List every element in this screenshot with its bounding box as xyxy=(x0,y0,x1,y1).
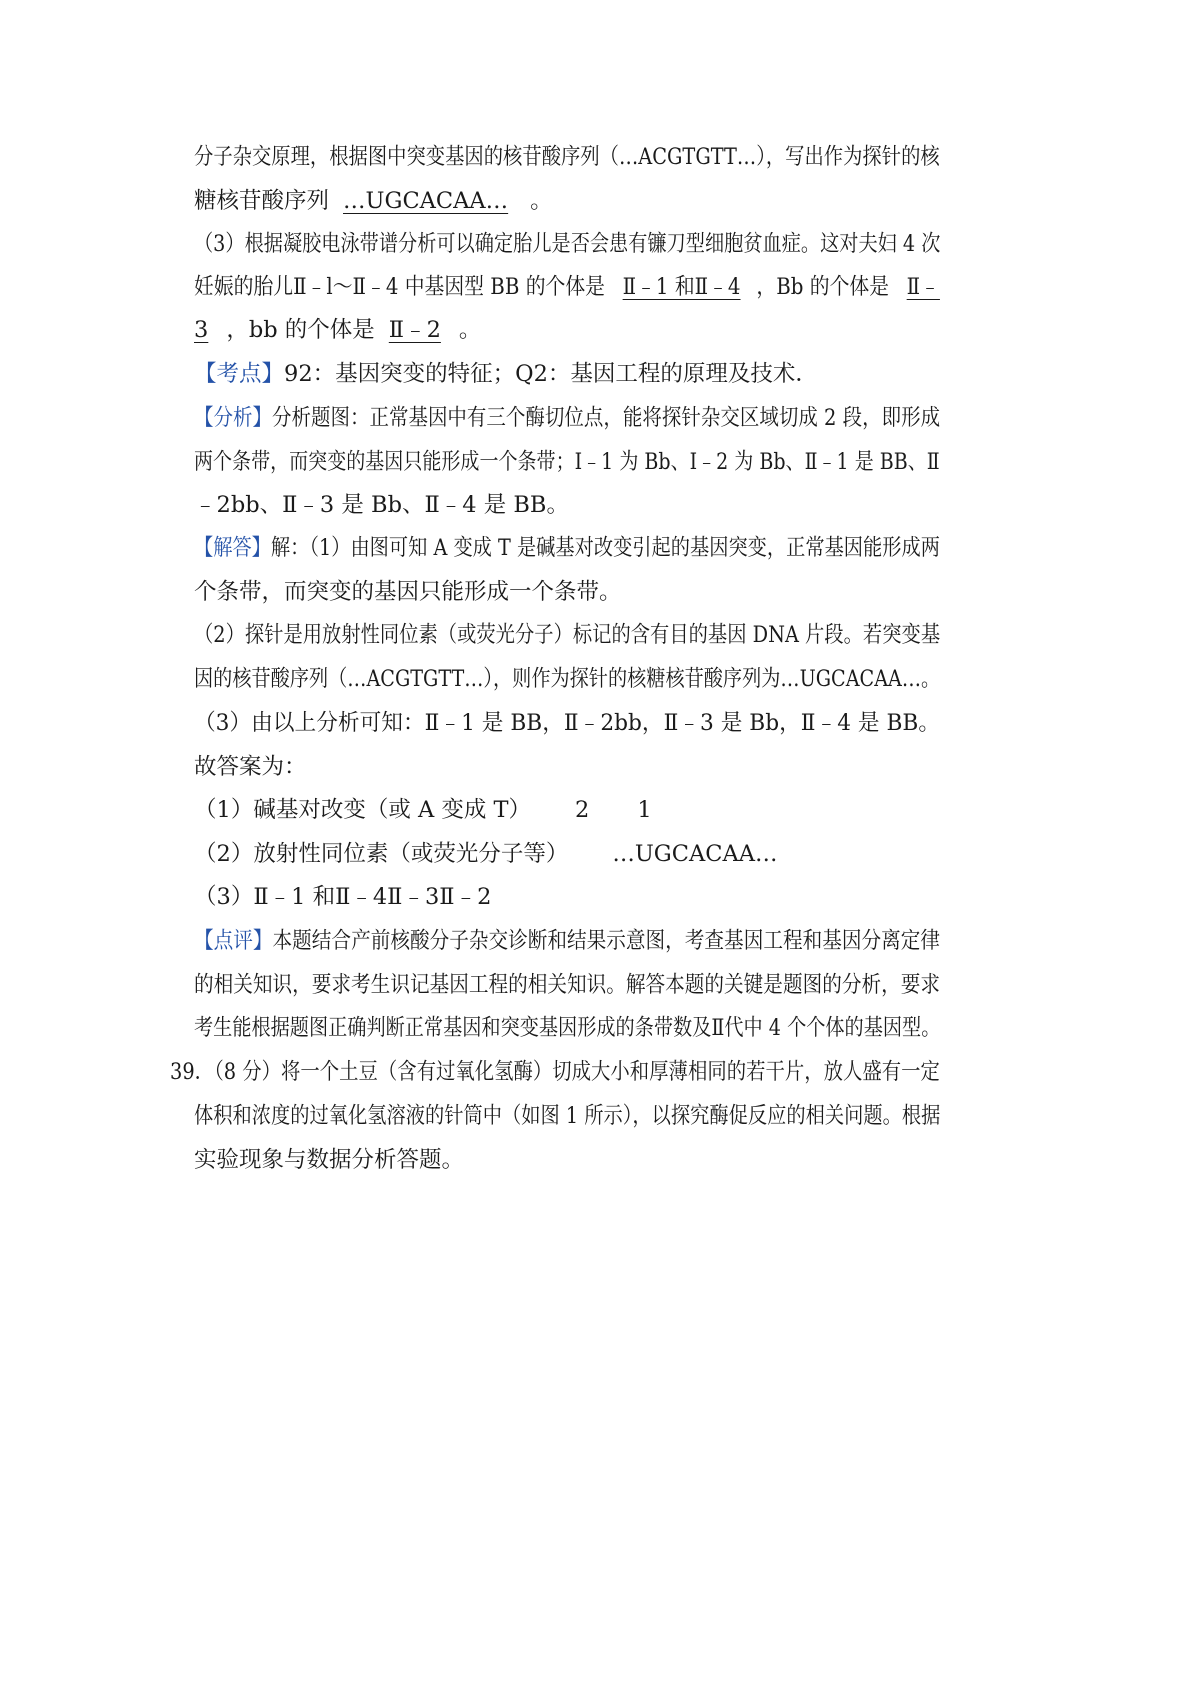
kaodian-text: 92：基因突变的特征；Q2：基因工程的原理及技术． xyxy=(284,361,818,387)
dianping-text-1: 本题结合产前核酸分子杂交诊断和结果示意图，考查基因工程和基因分离定律 xyxy=(272,928,941,954)
jieda-line-5: （3）由以上分析可知：Ⅱ﹣1 是 BB，Ⅱ﹣2bb，Ⅱ﹣3 是 Bb，Ⅱ﹣4 是 BB。 xyxy=(194,710,941,736)
jieda-line-4: 因的核苷酸序列（…ACGTGTT…），则作为探针的核糖核苷酸序列为…UGCACAA…。 xyxy=(194,666,941,692)
gel-answer-het-blank-part1 xyxy=(889,274,940,300)
gel-line-2 xyxy=(194,272,940,302)
gel-line-3 xyxy=(194,315,481,345)
jieda-text-1: 解：（1）由图可知 A 变成 T 是碱基对改变引起的基因突变，正常基因能形成两 xyxy=(270,535,940,561)
answer-2-text: （2）放射性同位素（或荧光分子等） xyxy=(194,841,569,867)
fenxi-line-2: 两个条带，而突变的基因只能形成一个条带；Ⅰ﹣1 为 Bb、Ⅰ﹣2 为 Bb、Ⅱ﹣1 是 BB、Ⅱ xyxy=(194,449,940,475)
probe-line-1: 分子杂交原理，根据图中突变基因的核苷酸序列（…ACGTGTT…），写出作为探针的核 xyxy=(194,144,940,170)
dianping-line-1 xyxy=(194,926,940,956)
jieda-line-3: （2）探针是用放射性同位素（或荧光分子）标记的含有目的基因 DNA 片段。若突变基 xyxy=(194,622,941,648)
gel-answer-het-blank-part2 xyxy=(194,317,226,343)
kaodian-line xyxy=(194,359,818,389)
dianping-line-2: 的相关知识，要求考生识记基因工程的相关知识。解答本题的关键是题图的分析，要求 xyxy=(194,972,941,998)
fenxi-text-1: 分析题图：正常基因中有三个酶切位点，能将探针杂交区域切成 2 段，即形成 xyxy=(271,405,941,431)
answer-1-value-b: 1 xyxy=(637,797,652,823)
fenxi-line-1 xyxy=(194,403,940,433)
fenxi-line-3: ﹣2bb、Ⅱ﹣3 是 Bb、Ⅱ﹣4 是 BB。 xyxy=(194,492,569,518)
probe-answer-blank xyxy=(329,188,530,214)
q39-line-3: 实验现象与数据分析答题。 xyxy=(194,1147,465,1173)
fenxi-tag: 【分析】 xyxy=(194,405,272,431)
gel-answer-rec: Ⅱ﹣2 xyxy=(388,317,441,343)
dianping-tag: 【点评】 xyxy=(194,928,273,954)
jieda-line-1 xyxy=(194,533,940,563)
jieda-line-2: 个条带，而突变的基因只能形成一个条带。 xyxy=(194,579,622,605)
jieda-tag: 【解答】 xyxy=(194,535,271,561)
gel-line-1: （3）根据凝胶电泳带谱分析可以确定胎儿是否会患有镰刀型细胞贫血症。这对夫妇 4 次 xyxy=(194,231,941,257)
q39-line-1: 39．（8 分）将一个土豆（含有过氧化氢酶）切成大小和厚薄相同的若干片，放人盛有一定 xyxy=(170,1059,940,1085)
gel-line-2-prefix: 妊娠的胎儿Ⅱ﹣l～Ⅱ﹣4 中基因型 BB 的个体是 xyxy=(194,274,606,300)
gel-answer-bb-blank xyxy=(605,274,756,300)
gel-line-3-suffix: 。 xyxy=(458,317,482,343)
gel-answer-het-part1: Ⅱ﹣ xyxy=(906,274,940,300)
gel-answer-bb: Ⅱ﹣1 和Ⅱ﹣4 xyxy=(622,274,741,300)
answer-1 xyxy=(194,795,652,825)
kaodian-tag: 【考点】 xyxy=(194,361,285,387)
gel-line-3-mid: ，bb 的个体是 xyxy=(226,317,375,343)
gel-answer-het-part2: 3 xyxy=(194,317,209,343)
q39-line-2: 体积和浓度的过氧化氢溶液的针筒中（如图 1 所示），以探究酶促反应的相关问题。根据 xyxy=(194,1103,941,1129)
answer-2 xyxy=(194,839,777,869)
answer-3: （3）Ⅱ﹣1 和Ⅱ﹣4Ⅱ﹣3Ⅱ﹣2 xyxy=(194,884,492,910)
answer-1-value-a: 2 xyxy=(575,797,590,823)
dianping-line-3: 考生能根据题图正确判断正常基因和突变基因形成的条带数及Ⅱ代中 4 个个体的基因型。 xyxy=(194,1015,941,1041)
gel-line-2-mid: ，Bb 的个体是 xyxy=(756,274,890,300)
probe-line-2 xyxy=(194,186,553,216)
answer-1-text: （1）碱基对改变（或 A 变成 T） xyxy=(194,797,532,823)
answer-heading: 故答案为： xyxy=(194,754,307,780)
answer-2-value: …UGCACAA… xyxy=(612,841,778,867)
probe-answer: …UGCACAA… xyxy=(343,188,509,214)
probe-line-2-prefix: 糖核苷酸序列 xyxy=(194,188,330,214)
gel-answer-rec-blank xyxy=(375,317,459,343)
probe-line-2-suffix: 。 xyxy=(530,188,553,214)
